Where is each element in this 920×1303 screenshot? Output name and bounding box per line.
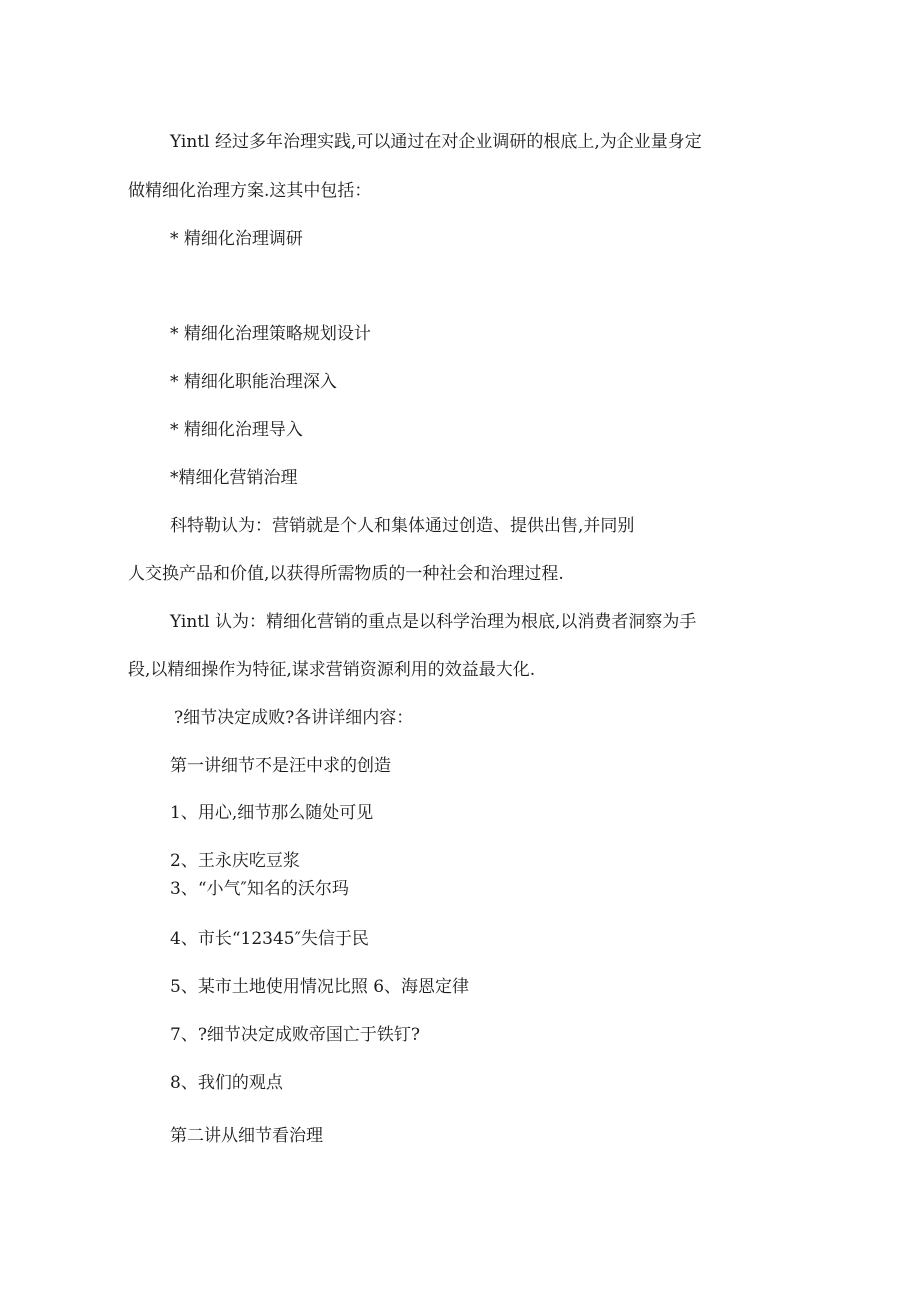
bullet-item-marketing: *精细化营销治理	[170, 468, 298, 488]
bullet-item-research: * 精细化治理调研	[170, 229, 303, 249]
list-item-7: 7、?细节决定成败帝国亡于铁钉?	[170, 1025, 421, 1045]
list-item-3: 3、“小气″知名的沃尔玛	[170, 879, 349, 899]
intro-paragraph-line-2: 做精细化治理方案.这其中包括：	[128, 181, 372, 201]
lecture-one-title: 第一讲细节不是汪中求的创造	[170, 756, 391, 776]
intro-paragraph-line-1: Yintl 经过多年治理实践,可以通过在对企业调研的根底上,为企业量身定	[170, 132, 702, 152]
list-item-8: 8、我们的观点	[170, 1073, 283, 1093]
lecture-two-title: 第二讲从细节看治理	[170, 1126, 323, 1146]
kotler-paragraph-line-2: 人交换产品和价值,以获得所需物质的一种社会和治理过程.	[128, 564, 564, 584]
kotler-paragraph-line-1: 科特勒认为：营销就是个人和集体通过创造、提供出售,并同别	[170, 516, 635, 536]
list-item-5-6: 5、某市土地使用情况比照 6、海恩定律	[170, 977, 470, 997]
list-item-1: 1、用心,细节那么随处可见	[170, 803, 374, 823]
bullet-item-import: * 精细化治理导入	[170, 420, 303, 440]
bullet-item-functional: * 精细化职能治理深入	[170, 372, 337, 392]
list-item-2: 2、王永庆吃豆浆	[170, 851, 300, 871]
list-item-4: 4、市长“12345″失信于民	[170, 929, 369, 949]
yintl-paragraph-line-1: Yintl 认为：精细化营销的重点是以科学治理为根底,以消费者洞察为手	[170, 612, 697, 632]
section-heading-details: ?细节决定成败?各讲详细内容：	[174, 708, 414, 728]
bullet-item-strategy: * 精细化治理策略规划设计	[170, 324, 371, 344]
yintl-paragraph-line-2: 段,以精细操作为特征,谋求营销资源利用的效益最大化.	[128, 660, 536, 680]
